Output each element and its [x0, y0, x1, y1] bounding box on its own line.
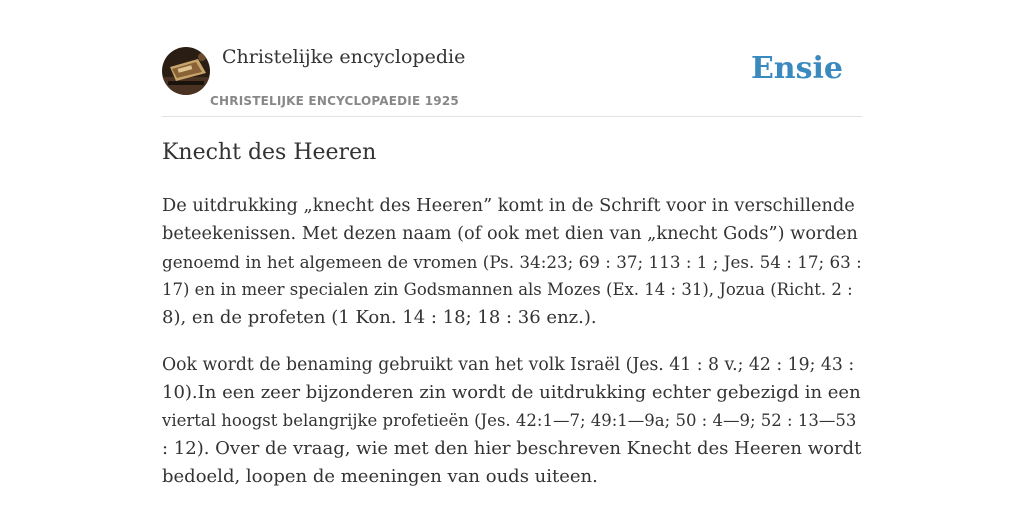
- text-line: genoemd in het algemeen de vromen (Ps. 34:23; 69 : 37; 113 : 1 ; Jes. 54 : 17; 63 :: [162, 252, 862, 272]
- text-line: 17) en in meer specialen zin Godsmannen als Mozes (Ex. 14 : 31), Jozua (Richt. 2 :: [162, 280, 853, 299]
- text-line: viertal hoogst belangrijke profetieën (Jes. 42:1—7; 49:1—9a; 50 : 4—9; 52 : 13—53: [162, 411, 857, 430]
- article-title: Knecht des Heeren: [162, 140, 377, 165]
- text-line: beteekenissen. Met dezen naam (of ook met dien van „knecht Gods”) worden: [162, 224, 858, 244]
- encyclopedia-avatar[interactable]: [162, 47, 210, 95]
- article-body: [162, 192, 862, 491]
- book-photo-icon: [162, 47, 210, 95]
- paragraph-2: [162, 351, 862, 491]
- text-line: Ook wordt de benaming gebruikt van het volk Israël (Jes. 41 : 8 v.; 42 : 19; 43 :: [162, 355, 855, 375]
- text-line: bedoeld, loopen de meeningen van ouds uiteen.: [162, 466, 598, 487]
- text-line: : 12). Over de vraag, wie met den hier beschreven Knecht des Heeren wordt: [162, 438, 862, 459]
- paragraph-1: [162, 192, 862, 332]
- paragraph-spacer: [162, 332, 862, 351]
- text-line: 10).In een zeer bijzonderen zin wordt de uitdrukking echter gebezigd in een: [162, 382, 861, 403]
- text-line: 8), en de profeten (1 Kon. 14 : 18; 18 : 36 enz.).: [162, 307, 597, 328]
- text-line: De uitdrukking „knecht des Heeren” komt in de Schrift voor in verschillende: [162, 196, 855, 216]
- site-subtitle: CHRISTELIJKE ENCYCLOPAEDIE 1925: [210, 94, 459, 108]
- brand-logo-link[interactable]: Ensie: [750, 51, 843, 86]
- site-header: [162, 44, 862, 117]
- site-title-link[interactable]: Christelijke encyclopedie: [222, 46, 466, 68]
